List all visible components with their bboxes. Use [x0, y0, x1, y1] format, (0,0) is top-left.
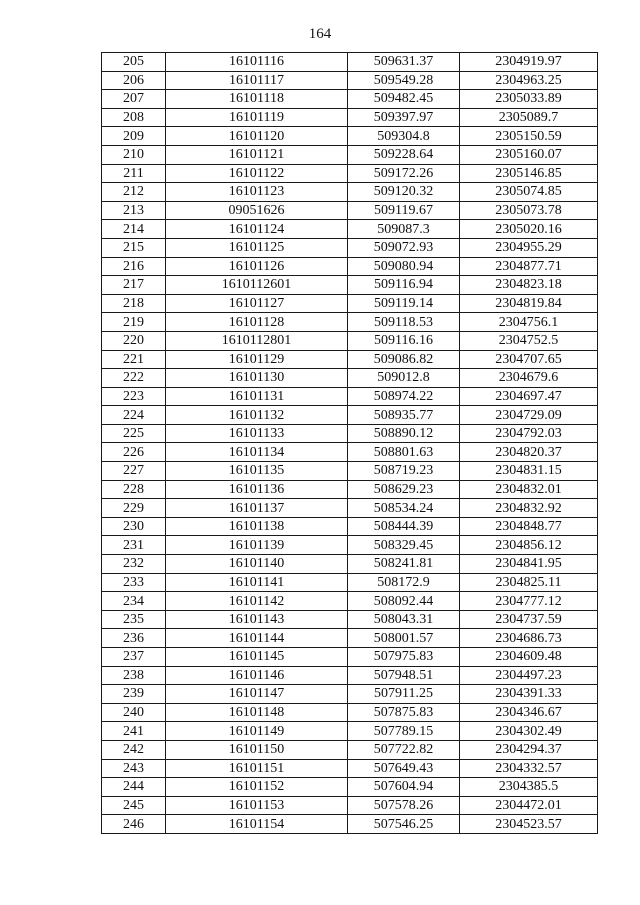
x-coordinate-cell: 509116.16 — [348, 331, 460, 350]
point-id-cell: 16101116 — [166, 53, 348, 72]
point-id-cell: 16101121 — [166, 145, 348, 164]
x-coordinate-cell: 507649.43 — [348, 759, 460, 778]
table-row — [102, 238, 598, 257]
y-coordinate-cell: 2304756.1 — [460, 313, 598, 332]
x-coordinate-cell: 507948.51 — [348, 666, 460, 685]
x-coordinate-cell: 509172.26 — [348, 164, 460, 183]
y-coordinate-cell: 2304823.18 — [460, 276, 598, 295]
x-coordinate-cell: 507546.25 — [348, 815, 460, 834]
x-coordinate-cell: 508719.23 — [348, 462, 460, 481]
y-coordinate-cell: 2304841.95 — [460, 555, 598, 574]
x-coordinate-cell: 509397.97 — [348, 108, 460, 127]
table-row — [102, 666, 598, 685]
row-number-cell: 229 — [102, 499, 166, 518]
point-id-cell: 16101128 — [166, 313, 348, 332]
x-coordinate-cell: 507911.25 — [348, 685, 460, 704]
table-row — [102, 740, 598, 759]
y-coordinate-cell: 2305033.89 — [460, 90, 598, 109]
point-id-cell: 16101135 — [166, 462, 348, 481]
table-row — [102, 164, 598, 183]
row-number-cell: 222 — [102, 369, 166, 388]
point-id-cell: 1610112801 — [166, 331, 348, 350]
y-coordinate-cell: 2304729.09 — [460, 406, 598, 425]
point-id-cell: 16101142 — [166, 592, 348, 611]
y-coordinate-cell: 2304792.03 — [460, 424, 598, 443]
table-row — [102, 369, 598, 388]
y-coordinate-cell: 2304963.25 — [460, 71, 598, 90]
row-number-cell: 227 — [102, 462, 166, 481]
table-row — [102, 555, 598, 574]
x-coordinate-cell: 508890.12 — [348, 424, 460, 443]
x-coordinate-cell: 509119.14 — [348, 294, 460, 313]
point-id-cell: 16101147 — [166, 685, 348, 704]
point-id-cell: 16101137 — [166, 499, 348, 518]
table-row — [102, 257, 598, 276]
table-row — [102, 610, 598, 629]
point-id-cell: 16101144 — [166, 629, 348, 648]
y-coordinate-cell: 2304831.15 — [460, 462, 598, 481]
row-number-cell: 231 — [102, 536, 166, 555]
x-coordinate-cell: 509120.32 — [348, 183, 460, 202]
table-row — [102, 536, 598, 555]
point-id-cell: 16101119 — [166, 108, 348, 127]
y-coordinate-cell: 2304820.37 — [460, 443, 598, 462]
row-number-cell: 215 — [102, 238, 166, 257]
table-row — [102, 629, 598, 648]
table-row — [102, 462, 598, 481]
row-number-cell: 211 — [102, 164, 166, 183]
point-id-cell: 16101141 — [166, 573, 348, 592]
x-coordinate-cell: 507875.83 — [348, 703, 460, 722]
row-number-cell: 239 — [102, 685, 166, 704]
row-number-cell: 233 — [102, 573, 166, 592]
x-coordinate-cell: 508172.9 — [348, 573, 460, 592]
y-coordinate-cell: 2305020.16 — [460, 220, 598, 239]
x-coordinate-cell: 508241.81 — [348, 555, 460, 574]
point-id-cell: 16101126 — [166, 257, 348, 276]
y-coordinate-cell: 2304472.01 — [460, 796, 598, 815]
table-row — [102, 71, 598, 90]
y-coordinate-cell: 2304955.29 — [460, 238, 598, 257]
table-row — [102, 90, 598, 109]
row-number-cell: 235 — [102, 610, 166, 629]
x-coordinate-cell: 509116.94 — [348, 276, 460, 295]
table-row — [102, 201, 598, 220]
point-id-cell: 16101129 — [166, 350, 348, 369]
point-id-cell: 16101151 — [166, 759, 348, 778]
row-number-cell: 237 — [102, 648, 166, 667]
row-number-cell: 224 — [102, 406, 166, 425]
y-coordinate-cell: 2305089.7 — [460, 108, 598, 127]
x-coordinate-cell: 507789.15 — [348, 722, 460, 741]
y-coordinate-cell: 2304737.59 — [460, 610, 598, 629]
row-number-cell: 245 — [102, 796, 166, 815]
y-coordinate-cell: 2304294.37 — [460, 740, 598, 759]
x-coordinate-cell: 509304.8 — [348, 127, 460, 146]
table-row — [102, 443, 598, 462]
x-coordinate-cell: 509631.37 — [348, 53, 460, 72]
x-coordinate-cell: 508935.77 — [348, 406, 460, 425]
x-coordinate-cell: 509118.53 — [348, 313, 460, 332]
point-id-cell: 16101117 — [166, 71, 348, 90]
point-id-cell: 16101125 — [166, 238, 348, 257]
point-id-cell: 16101140 — [166, 555, 348, 574]
point-id-cell: 16101131 — [166, 387, 348, 406]
point-id-cell: 16101149 — [166, 722, 348, 741]
table-row — [102, 592, 598, 611]
row-number-cell: 223 — [102, 387, 166, 406]
table-row — [102, 387, 598, 406]
row-number-cell: 219 — [102, 313, 166, 332]
x-coordinate-cell: 509482.45 — [348, 90, 460, 109]
point-id-cell: 16101118 — [166, 90, 348, 109]
x-coordinate-cell: 509080.94 — [348, 257, 460, 276]
y-coordinate-cell: 2304919.97 — [460, 53, 598, 72]
y-coordinate-cell: 2304819.84 — [460, 294, 598, 313]
x-coordinate-cell: 507604.94 — [348, 778, 460, 797]
table-row — [102, 424, 598, 443]
y-coordinate-cell: 2304825.11 — [460, 573, 598, 592]
point-id-cell: 16101139 — [166, 536, 348, 555]
x-coordinate-cell: 509072.93 — [348, 238, 460, 257]
y-coordinate-cell: 2304332.57 — [460, 759, 598, 778]
row-number-cell: 207 — [102, 90, 166, 109]
table-row — [102, 313, 598, 332]
page-number: 164 — [308, 26, 332, 42]
x-coordinate-cell: 509012.8 — [348, 369, 460, 388]
row-number-cell: 228 — [102, 480, 166, 499]
coordinates-table — [101, 52, 598, 834]
y-coordinate-cell: 2305074.85 — [460, 183, 598, 202]
table-row — [102, 685, 598, 704]
x-coordinate-cell: 509119.67 — [348, 201, 460, 220]
point-id-cell: 16101124 — [166, 220, 348, 239]
coordinates-table-body — [102, 53, 598, 834]
y-coordinate-cell: 2304777.12 — [460, 592, 598, 611]
x-coordinate-cell: 509087.3 — [348, 220, 460, 239]
y-coordinate-cell: 2304832.01 — [460, 480, 598, 499]
table-row — [102, 276, 598, 295]
point-id-cell: 16101148 — [166, 703, 348, 722]
row-number-cell: 220 — [102, 331, 166, 350]
y-coordinate-cell: 2304856.12 — [460, 536, 598, 555]
row-number-cell: 238 — [102, 666, 166, 685]
row-number-cell: 230 — [102, 517, 166, 536]
point-id-cell: 16101143 — [166, 610, 348, 629]
row-number-cell: 241 — [102, 722, 166, 741]
table-row — [102, 145, 598, 164]
table-row — [102, 183, 598, 202]
x-coordinate-cell: 508801.63 — [348, 443, 460, 462]
point-id-cell: 16101152 — [166, 778, 348, 797]
x-coordinate-cell: 508974.22 — [348, 387, 460, 406]
table-row — [102, 53, 598, 72]
table-row — [102, 815, 598, 834]
point-id-cell: 16101120 — [166, 127, 348, 146]
row-number-cell: 213 — [102, 201, 166, 220]
row-number-cell: 243 — [102, 759, 166, 778]
point-id-cell: 09051626 — [166, 201, 348, 220]
row-number-cell: 234 — [102, 592, 166, 611]
table-row — [102, 480, 598, 499]
x-coordinate-cell: 508092.44 — [348, 592, 460, 611]
y-coordinate-cell: 2305146.85 — [460, 164, 598, 183]
y-coordinate-cell: 2304523.57 — [460, 815, 598, 834]
x-coordinate-cell: 508001.57 — [348, 629, 460, 648]
row-number-cell: 208 — [102, 108, 166, 127]
y-coordinate-cell: 2304302.49 — [460, 722, 598, 741]
table-row — [102, 573, 598, 592]
row-number-cell: 232 — [102, 555, 166, 574]
y-coordinate-cell: 2304877.71 — [460, 257, 598, 276]
row-number-cell: 240 — [102, 703, 166, 722]
row-number-cell: 218 — [102, 294, 166, 313]
table-row — [102, 350, 598, 369]
y-coordinate-cell: 2304848.77 — [460, 517, 598, 536]
y-coordinate-cell: 2305150.59 — [460, 127, 598, 146]
point-id-cell: 16101150 — [166, 740, 348, 759]
table-row — [102, 294, 598, 313]
row-number-cell: 246 — [102, 815, 166, 834]
row-number-cell: 212 — [102, 183, 166, 202]
point-id-cell: 16101145 — [166, 648, 348, 667]
y-coordinate-cell: 2304752.5 — [460, 331, 598, 350]
point-id-cell: 16101153 — [166, 796, 348, 815]
table-row — [102, 127, 598, 146]
point-id-cell: 16101154 — [166, 815, 348, 834]
row-number-cell: 244 — [102, 778, 166, 797]
point-id-cell: 16101134 — [166, 443, 348, 462]
point-id-cell: 16101133 — [166, 424, 348, 443]
table-row — [102, 796, 598, 815]
y-coordinate-cell: 2304686.73 — [460, 629, 598, 648]
point-id-cell: 16101130 — [166, 369, 348, 388]
row-number-cell: 217 — [102, 276, 166, 295]
table-row — [102, 722, 598, 741]
x-coordinate-cell: 508629.23 — [348, 480, 460, 499]
y-coordinate-cell: 2305073.78 — [460, 201, 598, 220]
row-number-cell: 209 — [102, 127, 166, 146]
y-coordinate-cell: 2304346.67 — [460, 703, 598, 722]
table-row — [102, 108, 598, 127]
y-coordinate-cell: 2305160.07 — [460, 145, 598, 164]
x-coordinate-cell: 507578.26 — [348, 796, 460, 815]
row-number-cell: 221 — [102, 350, 166, 369]
row-number-cell: 236 — [102, 629, 166, 648]
y-coordinate-cell: 2304391.33 — [460, 685, 598, 704]
point-id-cell: 16101146 — [166, 666, 348, 685]
table-row — [102, 331, 598, 350]
table-row — [102, 778, 598, 797]
table-row — [102, 499, 598, 518]
table-row — [102, 648, 598, 667]
point-id-cell: 16101132 — [166, 406, 348, 425]
x-coordinate-cell: 508043.31 — [348, 610, 460, 629]
x-coordinate-cell: 509228.64 — [348, 145, 460, 164]
y-coordinate-cell: 2304697.47 — [460, 387, 598, 406]
row-number-cell: 226 — [102, 443, 166, 462]
x-coordinate-cell: 507975.83 — [348, 648, 460, 667]
table-row — [102, 759, 598, 778]
point-id-cell: 16101127 — [166, 294, 348, 313]
y-coordinate-cell: 2304385.5 — [460, 778, 598, 797]
row-number-cell: 214 — [102, 220, 166, 239]
row-number-cell: 242 — [102, 740, 166, 759]
x-coordinate-cell: 508534.24 — [348, 499, 460, 518]
row-number-cell: 206 — [102, 71, 166, 90]
y-coordinate-cell: 2304679.6 — [460, 369, 598, 388]
table-row — [102, 220, 598, 239]
row-number-cell: 205 — [102, 53, 166, 72]
point-id-cell: 16101138 — [166, 517, 348, 536]
row-number-cell: 210 — [102, 145, 166, 164]
point-id-cell: 16101122 — [166, 164, 348, 183]
table-row — [102, 406, 598, 425]
x-coordinate-cell: 508329.45 — [348, 536, 460, 555]
y-coordinate-cell: 2304707.65 — [460, 350, 598, 369]
point-id-cell: 16101136 — [166, 480, 348, 499]
point-id-cell: 16101123 — [166, 183, 348, 202]
y-coordinate-cell: 2304497.23 — [460, 666, 598, 685]
y-coordinate-cell: 2304832.92 — [460, 499, 598, 518]
table-row — [102, 517, 598, 536]
y-coordinate-cell: 2304609.48 — [460, 648, 598, 667]
row-number-cell: 216 — [102, 257, 166, 276]
x-coordinate-cell: 509549.28 — [348, 71, 460, 90]
x-coordinate-cell: 508444.39 — [348, 517, 460, 536]
point-id-cell: 1610112601 — [166, 276, 348, 295]
x-coordinate-cell: 509086.82 — [348, 350, 460, 369]
table-row — [102, 703, 598, 722]
row-number-cell: 225 — [102, 424, 166, 443]
x-coordinate-cell: 507722.82 — [348, 740, 460, 759]
